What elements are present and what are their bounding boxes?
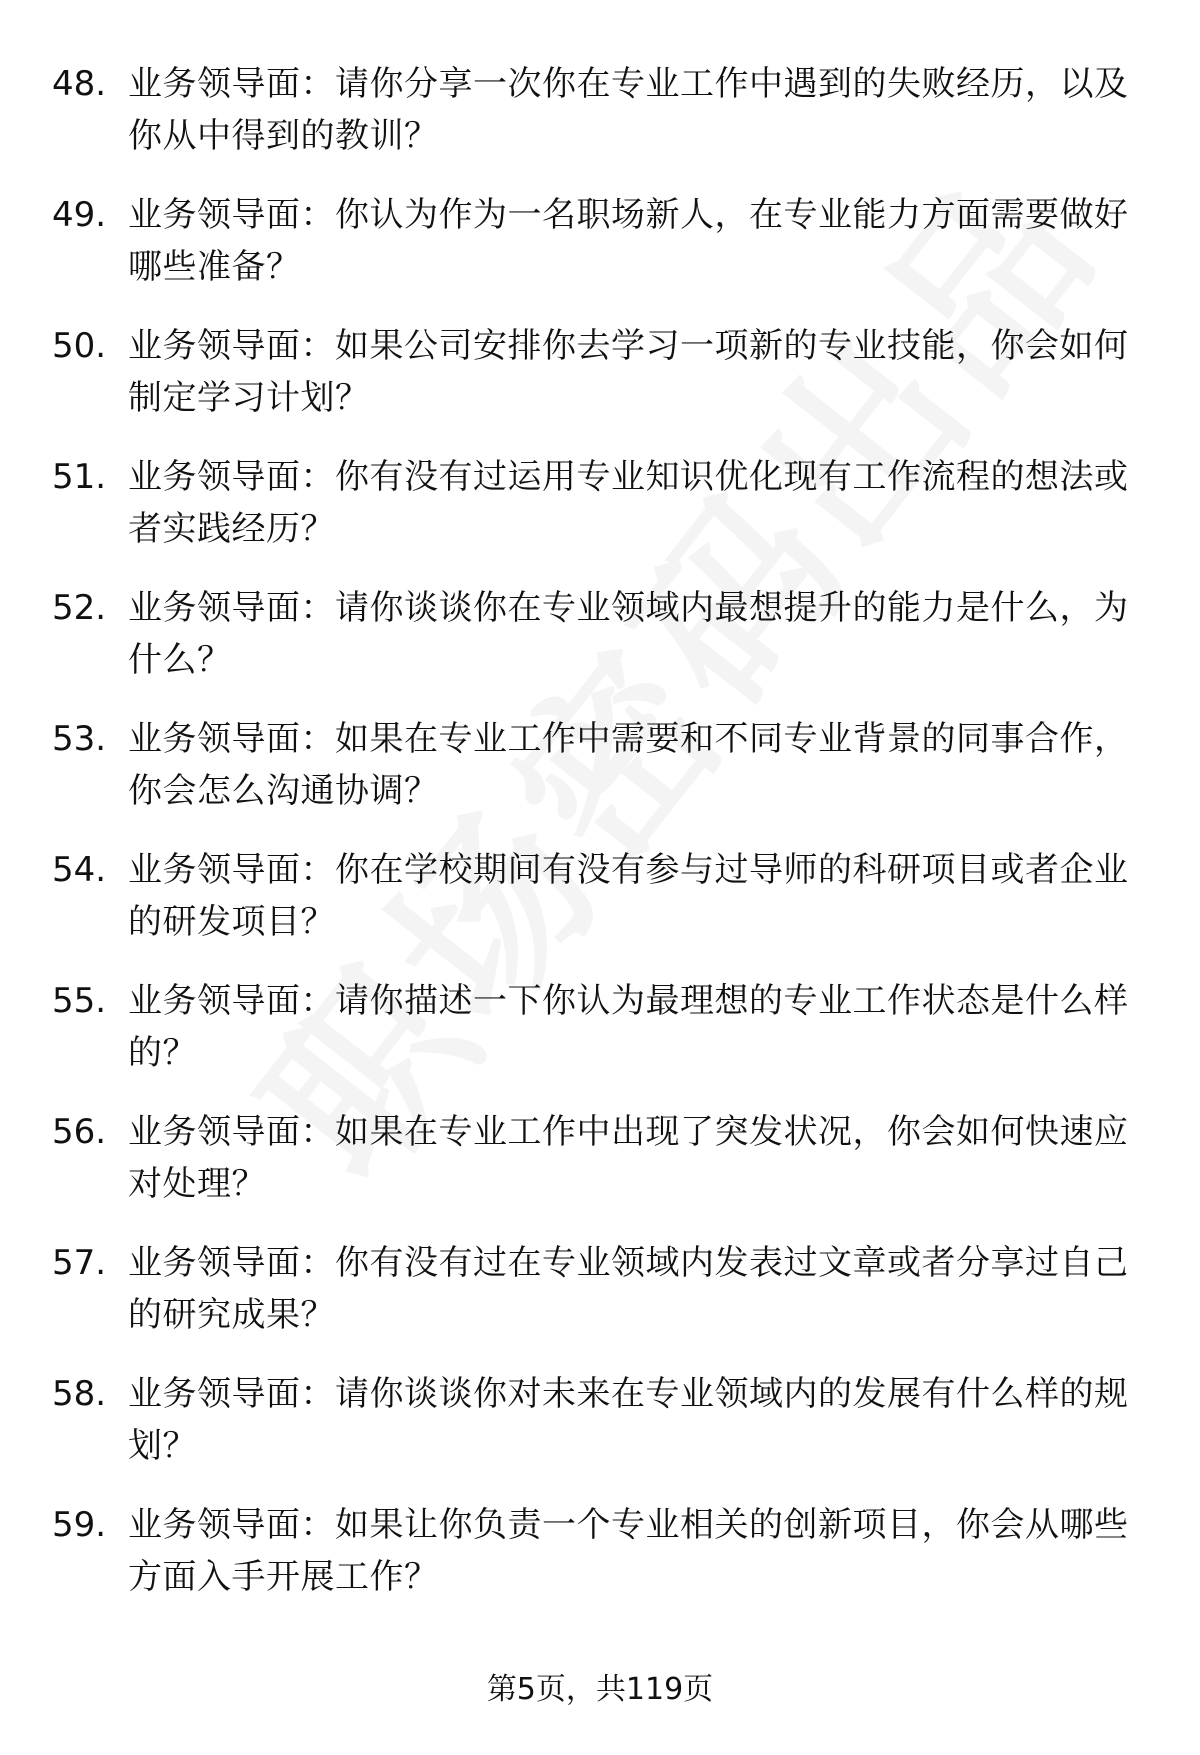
list-item [52,451,1152,582]
question-number: 50. [52,326,107,366]
question-text: 业务领导面：你在学校期间有没有参与过导师的科研项目或者企业的研发项目？ [128,850,1129,942]
list-item [52,58,1152,189]
question-number: 57. [52,1243,107,1283]
page-footer: 第5页，共119页 [486,1672,714,1707]
list-item [52,713,1152,844]
question-list [52,58,1152,1630]
question-number: 58. [52,1374,107,1414]
list-item [52,1106,1152,1237]
list-item [52,582,1152,713]
question-number: 59. [52,1505,107,1545]
question-number: 48. [52,64,107,104]
question-text: 业务领导面：请你描述一下你认为最理想的专业工作状态是什么样的？ [128,981,1129,1073]
question-number: 54. [52,850,107,890]
question-text: 业务领导面：你有没有过在专业领域内发表过文章或者分享过自己的研究成果？ [128,1243,1129,1335]
question-text: 业务领导面：如果在专业工作中出现了突发状况，你会如何快速应对处理？ [128,1112,1129,1204]
question-text: 业务领导面：请你分享一次你在专业工作中遇到的失败经历，以及你从中得到的教训？ [128,64,1129,156]
question-text: 业务领导面：你认为作为一名职场新人，在专业能力方面需要做好哪些准备？ [128,195,1129,287]
question-number: 56. [52,1112,107,1152]
list-item [52,1237,1152,1368]
question-number: 55. [52,981,107,1021]
list-item [52,189,1152,320]
question-number: 53. [52,719,107,759]
list-item [52,320,1152,451]
question-text: 业务领导面：如果公司安排你去学习一项新的专业技能，你会如何制定学习计划？ [128,326,1129,418]
list-item [52,844,1152,975]
question-number: 49. [52,195,107,235]
question-text: 业务领导面：你有没有过运用专业知识优化现有工作流程的想法或者实践经历？ [128,457,1129,549]
question-text: 业务领导面：如果让你负责一个专业相关的创新项目，你会从哪些方面入手开展工作？ [128,1505,1129,1597]
question-text: 业务领导面：请你谈谈你在专业领域内最想提升的能力是什么，为什么？ [128,588,1129,680]
list-item [52,975,1152,1106]
list-item [52,1368,1152,1499]
question-text: 业务领导面：请你谈谈你对未来在专业领域内的发展有什么样的规划？ [128,1374,1129,1466]
question-number: 51. [52,457,107,497]
question-number: 52. [52,588,107,628]
question-text: 业务领导面：如果在专业工作中需要和不同专业背景的同事合作，你会怎么沟通协调？ [128,719,1129,811]
list-item [52,1499,1152,1630]
